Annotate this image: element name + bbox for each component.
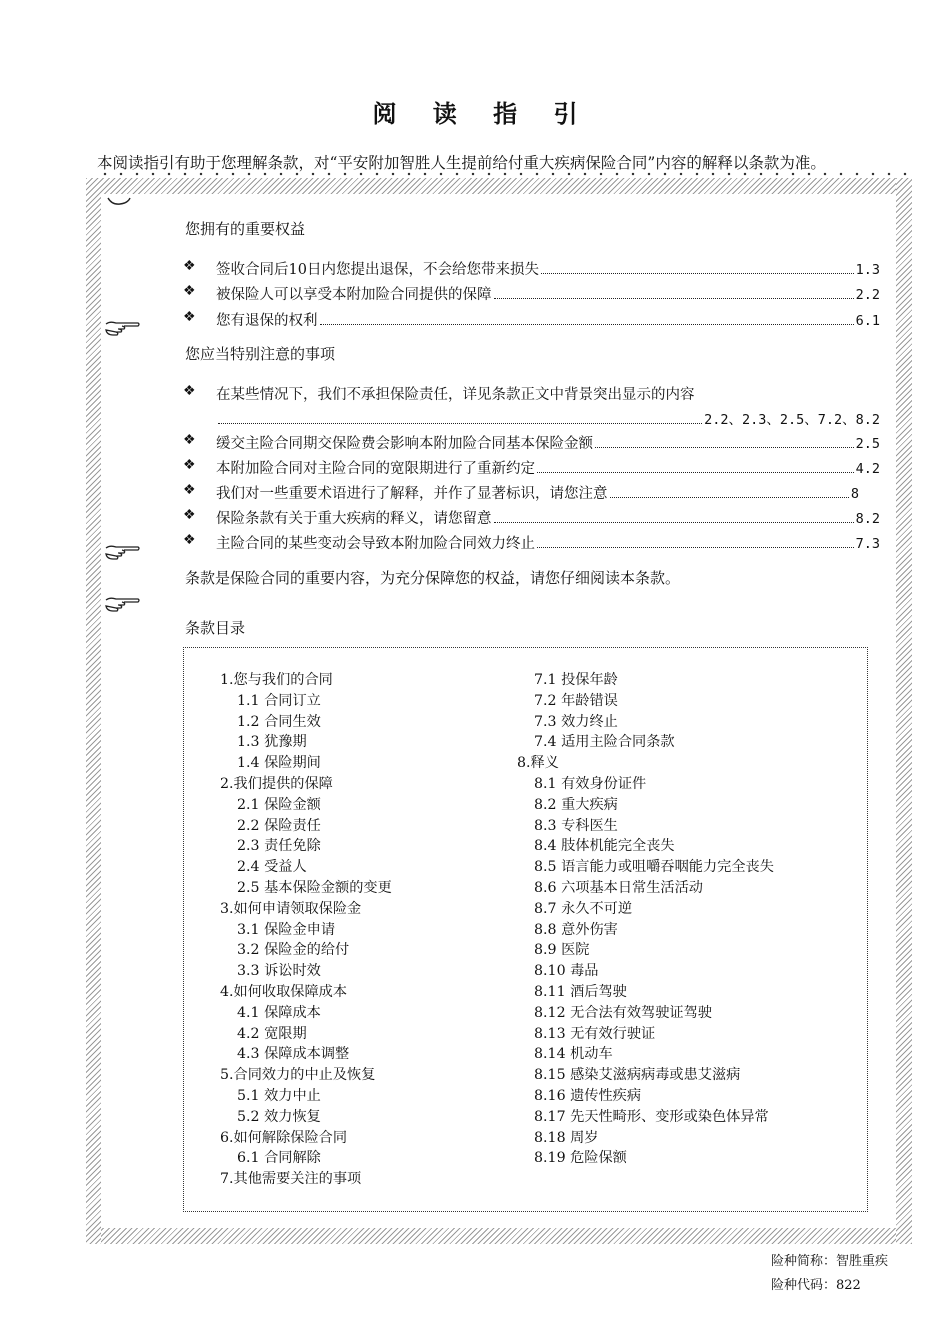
diamond-bullet-icon: ❖ (183, 309, 196, 325)
toc-subentry: 8.16 遗传性疾病 (534, 1087, 642, 1104)
item-ref: 2.5 (855, 436, 880, 452)
product-abbr: 险种简称：智胜重疾 (771, 1254, 889, 1269)
attention-item (183, 457, 880, 477)
toc-subentry: 8.2 重大疾病 (534, 796, 618, 813)
item-ref: 1.3 (855, 262, 880, 278)
toc-subentry: 8.12 无合法有效驾驶证驾驶 (534, 1004, 712, 1021)
item-ref: 2.2 (855, 287, 880, 303)
item-text: 缓交主险合同期交保险费会影响本附加险合同基本保险金额 (216, 436, 593, 452)
dot-leader (537, 472, 854, 473)
toc-subentry: 8.13 无有效行驶证 (534, 1025, 656, 1042)
notice-text: 条款是保险合同的重要内容，为充分保障您的权益，请您仔细阅读本条款。 (185, 569, 681, 587)
toc-subentry: 3.1 保险金申请 (237, 921, 336, 938)
item-ref: 6.1 (855, 313, 880, 329)
diamond-bullet-icon: ❖ (183, 432, 196, 448)
frame-right (896, 178, 912, 1244)
toc-subentry: 3.2 保险金的给付 (237, 942, 350, 959)
toc-subentry: 4.2 宽限期 (237, 1025, 307, 1042)
toc-subentry: 8.4 肢体机能完全丧失 (534, 838, 675, 855)
toc-subentry: 8.3 专科医生 (534, 817, 618, 834)
toc-entry: 8.释义 (517, 755, 559, 772)
dot-leader (595, 447, 854, 448)
frame-bottom (86, 1228, 912, 1244)
intro-text (97, 151, 927, 173)
diamond-bullet-icon: ❖ (183, 482, 196, 498)
toc-subentry: 8.14 机动车 (534, 1046, 613, 1063)
attention-item (183, 432, 880, 452)
diamond-bullet-icon: ❖ (183, 383, 196, 399)
frame-top (86, 178, 912, 194)
frame-left (86, 178, 101, 1244)
dot-leader (320, 324, 854, 325)
toc-entry: 5.合同效力的中止及恢复 (220, 1067, 376, 1084)
toc-subentry: 8.7 永久不可逆 (534, 900, 633, 917)
attention-heading: 您应当特别注意的事项 (185, 345, 336, 363)
item-ref: 7.3 (855, 536, 880, 552)
attention-item (183, 532, 880, 552)
toc-subentry: 5.1 效力中止 (237, 1087, 321, 1104)
item-ref: 8.2 (855, 511, 880, 527)
intro-sentence: 本阅读指引有助于您理解条款，对“平安附加智胜人生提前给付重大疾病保险合同”内容的解释以条款为准。 (97, 154, 826, 172)
pointing-hand-icon (104, 318, 140, 338)
rights-item (183, 258, 880, 278)
toc-subentry: 7.2 年龄错误 (534, 692, 618, 709)
item-text: 本附加险合同对主险合同的宽限期进行了重新约定 (216, 461, 535, 477)
rights-item (183, 309, 880, 329)
attention-item (183, 482, 880, 502)
toc-entry: 1.您与我们的合同 (220, 672, 333, 688)
diamond-bullet-icon: ❖ (183, 457, 196, 473)
toc-left-column (220, 670, 392, 1190)
toc-subentry: 2.5 基本保险金额的变更 (237, 879, 392, 896)
toc-subentry: 8.9 医院 (534, 942, 590, 959)
item-text: 您有退保的权利 (216, 313, 318, 329)
item-ref: 8 (850, 486, 859, 502)
item-text: 保险条款有关于重大疾病的释义，请您留意 (216, 511, 492, 527)
toc-subentry: 8.5 语言能力或咀嚼吞咽能力完全丧失 (534, 859, 774, 876)
toc-subentry: 1.2 合同生效 (237, 713, 321, 730)
item-text: 签收合同后10日内您提出退保，不会给您带来损失 (216, 262, 539, 278)
product-code: 险种代码：822 (771, 1278, 861, 1293)
toc-subentry: 5.2 效力恢复 (237, 1108, 321, 1125)
toc-subentry: 1.3 犹豫期 (237, 734, 307, 751)
toc-subentry: 1.4 保险期间 (237, 755, 321, 772)
item-ref: 2.2、2.3、2.5、7.2、8.2 (704, 412, 880, 428)
toc-heading: 条款目录 (185, 619, 246, 637)
attention-item (183, 507, 880, 527)
toc-subentry: 8.6 六项基本日常生活活动 (534, 879, 703, 896)
toc-entry: 2.我们提供的保障 (220, 775, 333, 792)
toc-subentry: 8.1 有效身份证件 (534, 775, 647, 792)
toc-right-column (517, 670, 774, 1169)
toc-subentry: 4.1 保障成本 (237, 1004, 321, 1021)
toc-entry: 4.如何收取保障成本 (220, 983, 348, 1000)
page-title: 阅 读 指 引 (372, 99, 592, 128)
toc-subentry: 3.3 诉讼时效 (237, 963, 321, 980)
toc-box (183, 647, 868, 1212)
toc-subentry: 7.1 投保年龄 (534, 672, 618, 688)
toc-subentry: 8.19 危险保额 (534, 1150, 627, 1167)
dot-leader (218, 423, 702, 424)
rights-heading: 您拥有的重要权益 (185, 220, 306, 238)
toc-subentry: 8.11 酒后驾驶 (534, 983, 627, 1000)
dot-leader (537, 547, 854, 548)
toc-subentry: 8.10 毒品 (534, 963, 599, 980)
rights-item (183, 283, 880, 303)
item-text: 在某些情况下，我们不承担保险责任，详见条款正文中背景突出显示的内容 (216, 387, 695, 403)
pointing-hand-icon (104, 594, 140, 614)
dot-leader (494, 298, 854, 299)
dot-leader (610, 497, 849, 498)
attention-item-ref-line (183, 408, 880, 428)
item-text: 我们对一些重要术语进行了解释，并作了显著标识，请您注意 (216, 486, 608, 502)
toc-subentry: 2.2 保险责任 (237, 817, 321, 834)
toc-subentry: 2.4 受益人 (237, 859, 307, 876)
toc-entry: 7.其他需要关注的事项 (220, 1171, 362, 1188)
toc-subentry: 8.15 感染艾滋病病毒或患艾滋病 (534, 1067, 741, 1084)
diamond-bullet-icon: ❖ (183, 258, 196, 274)
toc-subentry: 7.3 效力终止 (534, 713, 618, 730)
toc-subentry: 8.18 周岁 (534, 1129, 599, 1146)
item-ref: 4.2 (855, 461, 880, 477)
toc-subentry: 2.3 责任免除 (237, 838, 321, 855)
toc-entry: 6.如何解除保险合同 (220, 1129, 348, 1146)
pointing-hand-icon (104, 542, 140, 562)
diamond-bullet-icon: ❖ (183, 507, 196, 523)
emphasis-dots (97, 172, 917, 176)
diamond-bullet-icon: ❖ (183, 532, 196, 548)
dot-leader (494, 522, 854, 523)
toc-subentry: 6.1 合同解除 (237, 1150, 321, 1167)
item-text: 主险合同的某些变动会导致本附加险合同效力终止 (216, 536, 535, 552)
pointing-hand-icon (104, 196, 140, 210)
item-text: 被保险人可以享受本附加险合同提供的保障 (216, 287, 492, 303)
toc-subentry: 4.3 保障成本调整 (237, 1046, 350, 1063)
toc-subentry: 8.8 意外伤害 (534, 921, 618, 938)
toc-subentry: 1.1 合同订立 (237, 692, 321, 709)
toc-subentry: 2.1 保险金额 (237, 796, 321, 813)
dot-leader (541, 273, 854, 274)
diamond-bullet-icon: ❖ (183, 283, 196, 299)
toc-subentry: 8.17 先天性畸形、变形或染色体异常 (534, 1108, 769, 1125)
attention-item (183, 383, 880, 403)
toc-subentry: 7.4 适用主险合同条款 (534, 734, 675, 751)
toc-entry: 3.如何申请领取保险金 (220, 900, 362, 917)
